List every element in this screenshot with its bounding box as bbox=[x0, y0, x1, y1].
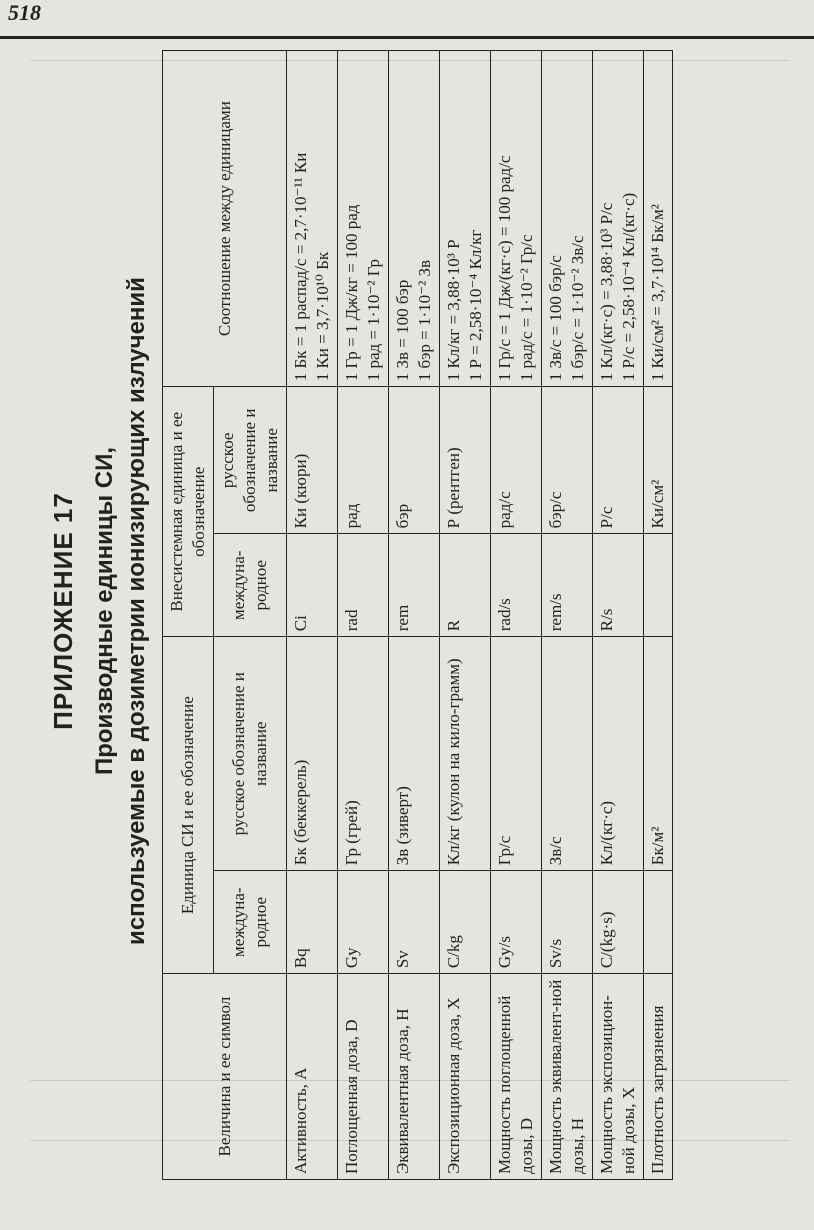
relation-line: 1 Зв/с = 100 бэр/с bbox=[546, 255, 565, 382]
cell-si-russian: Зв/с bbox=[542, 637, 593, 871]
cell-si-russian: Бк (беккерель) bbox=[287, 637, 338, 871]
header-row-1 bbox=[163, 51, 214, 1180]
relation-line: 1 Р = 2,58·10⁻⁴ Кл/кг bbox=[466, 229, 485, 382]
table-row bbox=[338, 51, 389, 1180]
cell-ns-international: R/s bbox=[593, 534, 644, 637]
cell-ns-international: rem bbox=[389, 534, 440, 637]
table-row bbox=[542, 51, 593, 1180]
relation-line: 1 рад = 1·10⁻² Гр bbox=[364, 259, 383, 382]
table-title-line1: Производные единицы СИ, bbox=[91, 446, 118, 776]
relation-line: 1 Бк = 1 распад/с = 2,7·10⁻¹¹ Ки bbox=[291, 152, 310, 382]
cell-ns-international: rad bbox=[338, 534, 389, 637]
header-quantity: Величина и ее символ bbox=[163, 974, 287, 1180]
cell-si-russian: Кл/кг (кулон на кило-грамм) bbox=[440, 637, 491, 871]
cell-si-international: Gy bbox=[338, 871, 389, 974]
cell-si-russian: Кл/(кг·с) bbox=[593, 637, 644, 871]
relation-line: 1 Гр/с = 1 Дж/(кг·с) = 100 рад/с bbox=[495, 155, 514, 382]
cell-ns-russian: рад bbox=[338, 387, 389, 534]
cell-si-international: Sv/s bbox=[542, 871, 593, 974]
relation-line: 1 Ки = 3,7·10¹⁰ Бк bbox=[313, 251, 332, 382]
cell-quantity: Поглощенная доза, D bbox=[338, 974, 389, 1180]
table-row bbox=[593, 51, 644, 1180]
cell-quantity: Экспозиционная доза, X bbox=[440, 974, 491, 1180]
table-title-line2: используемые в дозиметрии ионизирующих излучений bbox=[123, 277, 150, 945]
units-table bbox=[162, 50, 673, 1180]
cell-quantity: Мощность поглощенной дозы, D bbox=[491, 974, 542, 1180]
header-ns-international: междуна-родное bbox=[214, 534, 287, 637]
relation-line: 1 Ки/см² = 3,7·10¹⁴ Бк/м² bbox=[648, 204, 667, 382]
cell-relation bbox=[287, 51, 338, 387]
table-row bbox=[440, 51, 491, 1180]
header-nonsys-group: Внесистемная единица и ее обозначение bbox=[163, 387, 214, 637]
cell-relation bbox=[593, 51, 644, 387]
table-row bbox=[491, 51, 542, 1180]
cell-ns-international: rem/s bbox=[542, 534, 593, 637]
cell-relation bbox=[440, 51, 491, 387]
relation-line: 1 Р/с = 2,58·10⁻⁴ Кл/(кг·с) bbox=[619, 192, 638, 382]
cell-si-international: Gy/s bbox=[491, 871, 542, 974]
header-si-russian: русское обозначение и название bbox=[214, 637, 287, 871]
cell-relation bbox=[338, 51, 389, 387]
cell-ns-russian: Р (рентген) bbox=[440, 387, 491, 534]
header-relation: Соотношение между единицами bbox=[163, 51, 287, 387]
cell-ns-international: rad/s bbox=[491, 534, 542, 637]
appendix-heading: ПРИЛОЖЕНИЕ 17 bbox=[48, 492, 78, 730]
cell-ns-international: Ci bbox=[287, 534, 338, 637]
page-number: 518 bbox=[8, 0, 41, 25]
header-ns-russian: русское обозначение и название bbox=[214, 387, 287, 534]
relation-line: 1 Гр = 1 Дж/кг = 100 рад bbox=[342, 204, 361, 382]
cell-quantity: Активность, A bbox=[287, 974, 338, 1180]
table-row bbox=[287, 51, 338, 1180]
relation-line: 1 бэр/с = 1·10⁻² Зв/с bbox=[568, 235, 587, 382]
cell-relation bbox=[491, 51, 542, 387]
cell-relation bbox=[542, 51, 593, 387]
title-block bbox=[40, 36, 162, 1186]
cell-ns-international bbox=[644, 534, 673, 637]
cell-si-international: C/kg bbox=[440, 871, 491, 974]
cell-si-international: Sv bbox=[389, 871, 440, 974]
cell-si-russian: Гр (грей) bbox=[338, 637, 389, 871]
header-si-group: Единица СИ и ее обозначение bbox=[163, 637, 214, 974]
relation-line: 1 рад/с = 1·10⁻² Гр/с bbox=[517, 234, 536, 382]
relation-line: 1 бэр = 1·10⁻² Зв bbox=[415, 259, 434, 382]
cell-ns-russian: бэр bbox=[389, 387, 440, 534]
cell-si-russian: Гр/с bbox=[491, 637, 542, 871]
cell-ns-russian: Ки/см² bbox=[644, 387, 673, 534]
relation-line: 1 Кл/кг = 3,88·10³ Р bbox=[444, 239, 463, 382]
cell-ns-russian: рад/с bbox=[491, 387, 542, 534]
cell-quantity: Мощность эквивалент-ной дозы, H bbox=[542, 974, 593, 1180]
cell-ns-russian: Р/с bbox=[593, 387, 644, 534]
relation-line: 1 Кл/(кг·с) = 3,88·10³ Р/с bbox=[597, 202, 616, 382]
cell-quantity: Плотность загрязнения bbox=[644, 974, 673, 1180]
cell-ns-international: R bbox=[440, 534, 491, 637]
table-row bbox=[389, 51, 440, 1180]
relation-line: 1 Зв = 100 бэр bbox=[393, 279, 412, 382]
header-si-international: междуна-родное bbox=[214, 871, 287, 974]
table-row bbox=[644, 51, 673, 1180]
cell-si-international: Bq bbox=[287, 871, 338, 974]
rotated-content bbox=[40, 36, 795, 1186]
cell-ns-russian: Ки (кюри) bbox=[287, 387, 338, 534]
cell-relation bbox=[389, 51, 440, 387]
cell-ns-russian: бэр/с bbox=[542, 387, 593, 534]
cell-si-russian: Бк/м² bbox=[644, 637, 673, 871]
cell-relation bbox=[644, 51, 673, 387]
cell-si-international: C/(kg·s) bbox=[593, 871, 644, 974]
cell-si-international bbox=[644, 871, 673, 974]
cell-quantity: Эквивалентная доза, H bbox=[389, 974, 440, 1180]
table-title bbox=[89, 36, 153, 1186]
cell-quantity: Мощность экспозицион-ной дозы, X bbox=[593, 974, 644, 1180]
cell-si-russian: Зв (зиверт) bbox=[389, 637, 440, 871]
